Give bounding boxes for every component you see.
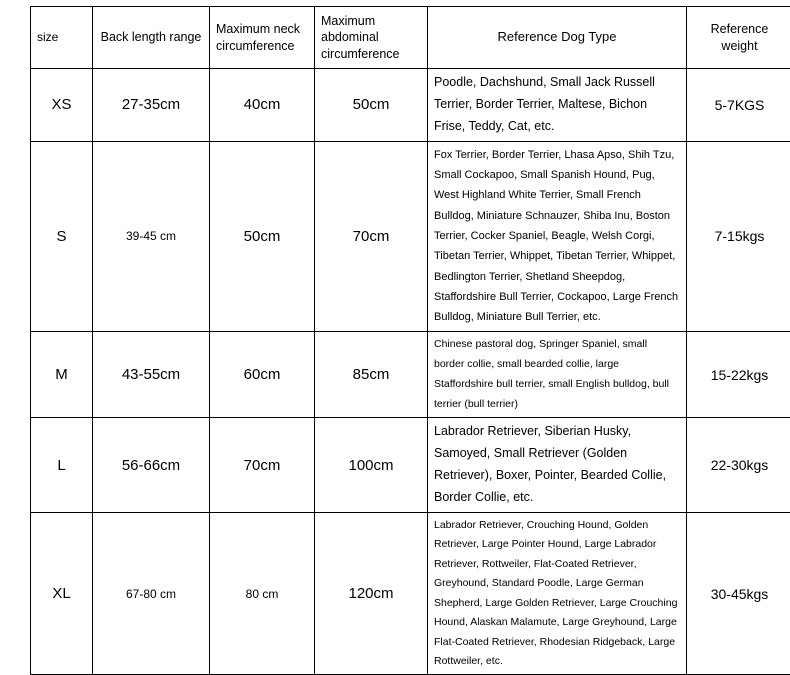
cell-back-length: 67-80 cm bbox=[93, 512, 210, 674]
cell-back-length: 56-66cm bbox=[93, 418, 210, 513]
cell-abdomen: 85cm bbox=[315, 331, 428, 418]
table-body bbox=[31, 69, 790, 675]
table-row bbox=[31, 512, 790, 674]
cell-size: XL bbox=[31, 512, 93, 674]
header-size: size bbox=[31, 7, 93, 69]
cell-back-length: 27-35cm bbox=[93, 69, 210, 142]
cell-dog-type: Chinese pastoral dog, Springer Spaniel, small border collie, small bearded collie, large Staffordshire bull terrier, small English bulldog, bull terrier (bull terrier) bbox=[428, 331, 687, 418]
cell-back-length: 43-55cm bbox=[93, 331, 210, 418]
cell-dog-type: Labrador Retriever, Siberian Husky, Samoyed, Small Retriever (Golden Retriever), Boxer, Pointer, Bearded Collie, Border Collie, etc. bbox=[428, 418, 687, 513]
header-neck-circumference: Maximum neck circumference bbox=[210, 7, 315, 69]
cell-neck: 50cm bbox=[210, 141, 315, 331]
cell-weight: 5-7KGS bbox=[687, 69, 790, 142]
table-row bbox=[31, 141, 790, 331]
cell-weight: 15-22kgs bbox=[687, 331, 790, 418]
cell-neck: 60cm bbox=[210, 331, 315, 418]
header-back-length: Back length range bbox=[93, 7, 210, 69]
cell-weight: 7-15kgs bbox=[687, 141, 790, 331]
table-row bbox=[31, 418, 790, 513]
cell-dog-type: Fox Terrier, Border Terrier, Lhasa Apso, Shih Tzu, Small Cockapoo, Small Spanish Hound, Pug, West Highland White Terrier, Small French Bulldog, Miniature Schnauzer, Shiba Inu, Boston Terrier, Cocker Spaniel, Beagle, Welsh Corgi, Tibetan Terrier, Whippet, Tibetan Terrier, Whippet, Bedlington Terrier, Shetland Sheepdog, Staffordshire Bull Terrier, Cockapoo, Large French Bulldog, Miniature Bull Terrier, etc. bbox=[428, 141, 687, 331]
cell-neck: 40cm bbox=[210, 69, 315, 142]
cell-dog-type: Labrador Retriever, Crouching Hound, Golden Retriever, Large Pointer Hound, Large Labrador Retriever, Rottweiler, Flat-Coated Retriever, Greyhound, Standard Poodle, Large German Shepherd, Large Golden Retriever, Large Crouching Hound, Alaskan Malamute, Large Greyhound, Large Flat-Coated Retriever, Rhodesian Ridgeback, Large Rottweiler, etc. bbox=[428, 512, 687, 674]
cell-abdomen: 70cm bbox=[315, 141, 428, 331]
cell-abdomen: 100cm bbox=[315, 418, 428, 513]
cell-abdomen: 50cm bbox=[315, 69, 428, 142]
table-row bbox=[31, 69, 790, 142]
cell-abdomen: 120cm bbox=[315, 512, 428, 674]
cell-dog-type: Poodle, Dachshund, Small Jack Russell Terrier, Border Terrier, Maltese, Bichon Frise, Teddy, Cat, etc. bbox=[428, 69, 687, 142]
table-header bbox=[31, 7, 790, 69]
cell-neck: 70cm bbox=[210, 418, 315, 513]
cell-weight: 30-45kgs bbox=[687, 512, 790, 674]
cell-size: XS bbox=[31, 69, 93, 142]
header-abdominal-circumference: Maximum abdominal circumference bbox=[315, 7, 428, 69]
table-row bbox=[31, 331, 790, 418]
cell-size: M bbox=[31, 331, 93, 418]
cell-back-length: 39-45 cm bbox=[93, 141, 210, 331]
header-reference-weight: Reference weight bbox=[687, 7, 790, 69]
header-row bbox=[31, 7, 790, 69]
cell-weight: 22-30kgs bbox=[687, 418, 790, 513]
dog-size-chart-table bbox=[30, 6, 790, 675]
cell-neck: 80 cm bbox=[210, 512, 315, 674]
cell-size: L bbox=[31, 418, 93, 513]
header-reference-dog-type: Reference Dog Type bbox=[428, 7, 687, 69]
cell-size: S bbox=[31, 141, 93, 331]
